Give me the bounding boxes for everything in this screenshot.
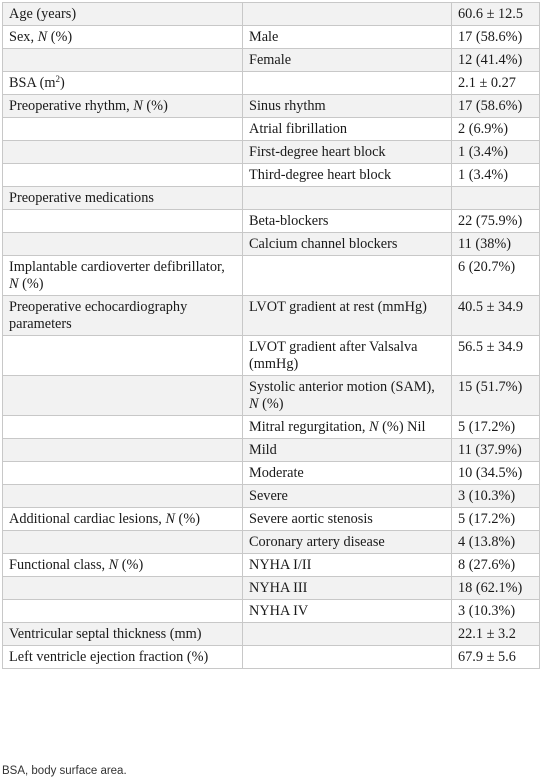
label-cell <box>3 439 243 462</box>
value-cell: 22 (75.9%) <box>452 210 540 233</box>
table-row <box>3 233 540 256</box>
table-row <box>3 118 540 141</box>
label-cell: BSA $(m^2)$ <box>3 72 243 95</box>
sublabel-cell: Atrial fibrillation <box>243 118 452 141</box>
label-cell: Left ventricle ejection fraction (%) <box>3 646 243 669</box>
value-cell: 22.1 ± 3.2 <box>452 623 540 646</box>
table-row <box>3 600 540 623</box>
table-row <box>3 462 540 485</box>
table-footnote: BSA, body surface area. <box>2 765 127 777</box>
label-cell <box>3 336 243 376</box>
label-cell: Preoperative medications <box>3 187 243 210</box>
label-cell <box>3 164 243 187</box>
value-cell: 17 (58.6%) <box>452 95 540 118</box>
sublabel-cell: NYHA IV <box>243 600 452 623</box>
label-cell <box>3 118 243 141</box>
label-cell: Additional cardiac lesions, N (%) <box>3 508 243 531</box>
value-cell: 12 (41.4%) <box>452 49 540 72</box>
sublabel-cell: NYHA I/II <box>243 554 452 577</box>
sublabel-cell: Third-degree heart block <box>243 164 452 187</box>
label-cell <box>3 600 243 623</box>
value-cell: 15 (51.7%) <box>452 376 540 416</box>
table-row <box>3 577 540 600</box>
label-cell: Preoperative rhythm, N (%) <box>3 95 243 118</box>
value-cell <box>452 187 540 210</box>
value-cell: 3 (10.3%) <box>452 485 540 508</box>
label-cell: Preoperative echocardiography parameters <box>3 296 243 336</box>
label-cell <box>3 376 243 416</box>
table-row <box>3 3 540 26</box>
sublabel-cell: Mild <box>243 439 452 462</box>
table-row <box>3 72 540 95</box>
sublabel-cell: Moderate <box>243 462 452 485</box>
label-cell <box>3 531 243 554</box>
table-row <box>3 296 540 336</box>
label-cell <box>3 141 243 164</box>
table-row <box>3 256 540 296</box>
value-cell: 5 (17.2%) <box>452 416 540 439</box>
value-cell: 18 (62.1%) <box>452 577 540 600</box>
value-cell: 3 (10.3%) <box>452 600 540 623</box>
table-row <box>3 531 540 554</box>
sublabel-cell <box>243 187 452 210</box>
table-row <box>3 623 540 646</box>
value-cell: 40.5 ± 34.9 <box>452 296 540 336</box>
sublabel-cell: Coronary artery disease <box>243 531 452 554</box>
label-cell: Functional class, N (%) <box>3 554 243 577</box>
label-cell: Implantable cardioverter defibrillator, N (%) <box>3 256 243 296</box>
table-row <box>3 26 540 49</box>
table-row <box>3 485 540 508</box>
label-cell: Sex, N (%) <box>3 26 243 49</box>
value-cell: 67.9 ± 5.6 <box>452 646 540 669</box>
label-cell <box>3 485 243 508</box>
table-row <box>3 187 540 210</box>
label-cell <box>3 210 243 233</box>
table-body <box>3 3 540 669</box>
value-cell: 4 (13.8%) <box>452 531 540 554</box>
table-row <box>3 646 540 669</box>
label-cell <box>3 49 243 72</box>
value-cell: 56.5 ± 34.9 <box>452 336 540 376</box>
characteristics-table <box>2 2 540 669</box>
sublabel-cell: First-degree heart block <box>243 141 452 164</box>
table-row <box>3 336 540 376</box>
sublabel-cell <box>243 623 452 646</box>
table-row <box>3 49 540 72</box>
value-cell: 10 (34.5%) <box>452 462 540 485</box>
value-cell: 6 (20.7%) <box>452 256 540 296</box>
value-cell: 1 (3.4%) <box>452 141 540 164</box>
value-cell: 1 (3.4%) <box>452 164 540 187</box>
value-cell: 2.1 ± 0.27 <box>452 72 540 95</box>
table-row <box>3 376 540 416</box>
value-cell: 11 (38%) <box>452 233 540 256</box>
table-row <box>3 95 540 118</box>
table-row <box>3 508 540 531</box>
label-cell <box>3 233 243 256</box>
table-row <box>3 554 540 577</box>
sublabel-cell: Mitral regurgitation, N (%) Nil <box>243 416 452 439</box>
label-cell <box>3 577 243 600</box>
value-cell: 2 (6.9%) <box>452 118 540 141</box>
label-cell: Age (years) <box>3 3 243 26</box>
label-cell: Ventricular septal thickness (mm) <box>3 623 243 646</box>
sublabel-cell: Severe aortic stenosis <box>243 508 452 531</box>
sublabel-cell <box>243 3 452 26</box>
table-row <box>3 210 540 233</box>
value-cell: 17 (58.6%) <box>452 26 540 49</box>
label-cell <box>3 462 243 485</box>
sublabel-cell: Beta-blockers <box>243 210 452 233</box>
sublabel-cell: LVOT gradient after Valsalva (mmHg) <box>243 336 452 376</box>
sublabel-cell: Systolic anterior motion (SAM), N (%) <box>243 376 452 416</box>
sublabel-cell: Calcium channel blockers <box>243 233 452 256</box>
sublabel-cell: Sinus rhythm <box>243 95 452 118</box>
sublabel-cell: NYHA III <box>243 577 452 600</box>
sublabel-cell: Female <box>243 49 452 72</box>
table-row <box>3 416 540 439</box>
table-row <box>3 141 540 164</box>
table-row <box>3 439 540 462</box>
sublabel-cell: Male <box>243 26 452 49</box>
table-row <box>3 164 540 187</box>
value-cell: 11 (37.9%) <box>452 439 540 462</box>
sublabel-cell: LVOT gradient at rest (mmHg) <box>243 296 452 336</box>
value-cell: 8 (27.6%) <box>452 554 540 577</box>
sublabel-cell <box>243 646 452 669</box>
sublabel-cell <box>243 72 452 95</box>
value-cell: 5 (17.2%) <box>452 508 540 531</box>
value-cell: 60.6 ± 12.5 <box>452 3 540 26</box>
sublabel-cell <box>243 256 452 296</box>
label-cell <box>3 416 243 439</box>
sublabel-cell: Severe <box>243 485 452 508</box>
